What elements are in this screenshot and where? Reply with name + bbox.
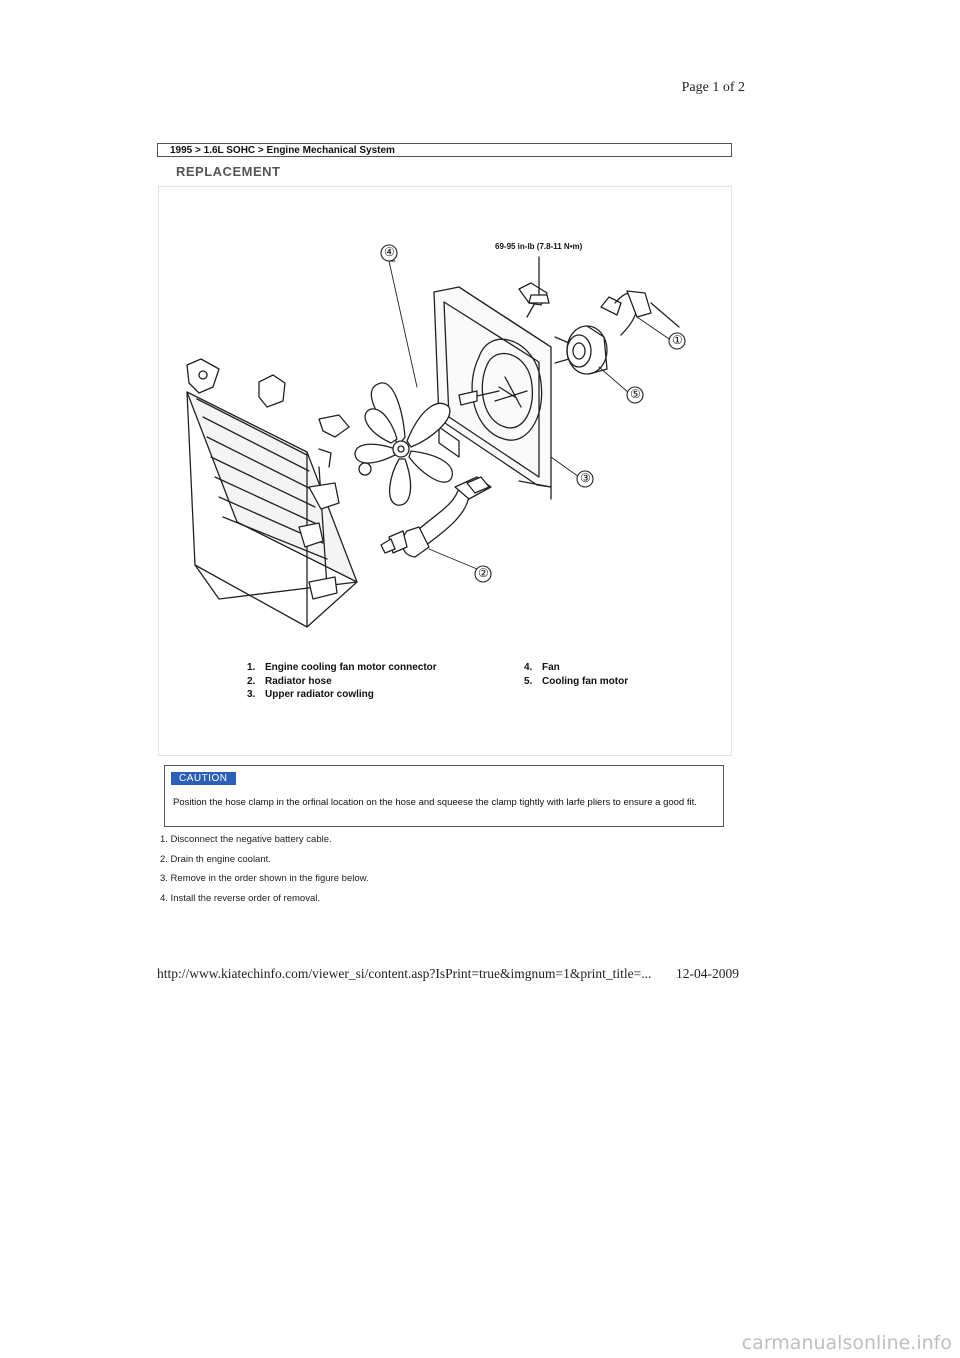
caution-text: Position the hose clamp in the orfinal location on the hose and squeese the clamp tightly with larfe pliers to ensure a good fit.: [173, 797, 697, 808]
callout-2: ②: [478, 566, 489, 580]
legend-item-2: 2. Radiator hose: [247, 676, 332, 687]
section-title: REPLACEMENT: [176, 164, 281, 179]
step-item: 1. Disconnect the negative battery cable.: [160, 834, 332, 845]
legend-item-4: 4. Fan: [524, 662, 560, 673]
shroud-drawing: [434, 283, 551, 499]
radiator-drawing: [187, 359, 357, 627]
step-item: 3. Remove in the order shown in the figure below.: [160, 873, 369, 884]
watermark: carmanualsonline.info: [741, 1332, 952, 1354]
callout-3: ③: [580, 471, 591, 485]
callout-1: ①: [672, 333, 683, 347]
nut-drawing: [359, 463, 371, 475]
legend-item-5: 5. Cooling fan motor: [524, 676, 629, 687]
callout-4: ④: [384, 245, 395, 259]
legend-item-1: 1. Engine cooling fan motor connector: [247, 662, 437, 673]
breadcrumb: 1995 > 1.6L SOHC > Engine Mechanical System: [157, 143, 732, 157]
step-item: 2. Drain th engine coolant.: [160, 853, 271, 865]
exploded-diagram: [158, 186, 732, 756]
caution-box: [164, 765, 724, 827]
step-item: 4. Install the reverse order of removal.: [160, 892, 320, 904]
legend-item-3: 3. Upper radiator cowling: [247, 689, 374, 700]
print-footer: [157, 966, 739, 982]
footer-date: 12-04-2009: [676, 966, 739, 981]
footer-url: http://www.kiatechinfo.com/viewer_si/content.asp?IsPrint=true&imgnum=1&print_title=...: [157, 966, 652, 981]
connector-drawing: [601, 291, 679, 335]
caution-badge: CAUTION: [171, 772, 236, 785]
torque-spec-label: 69-95 in-lb (7.8-11 N•m): [495, 242, 583, 251]
cooling-fan-illustration: [159, 187, 733, 757]
callout-5: ⑤: [630, 387, 641, 401]
page-number: Page 1 of 2: [681, 80, 745, 95]
procedure-steps: [160, 830, 369, 908]
